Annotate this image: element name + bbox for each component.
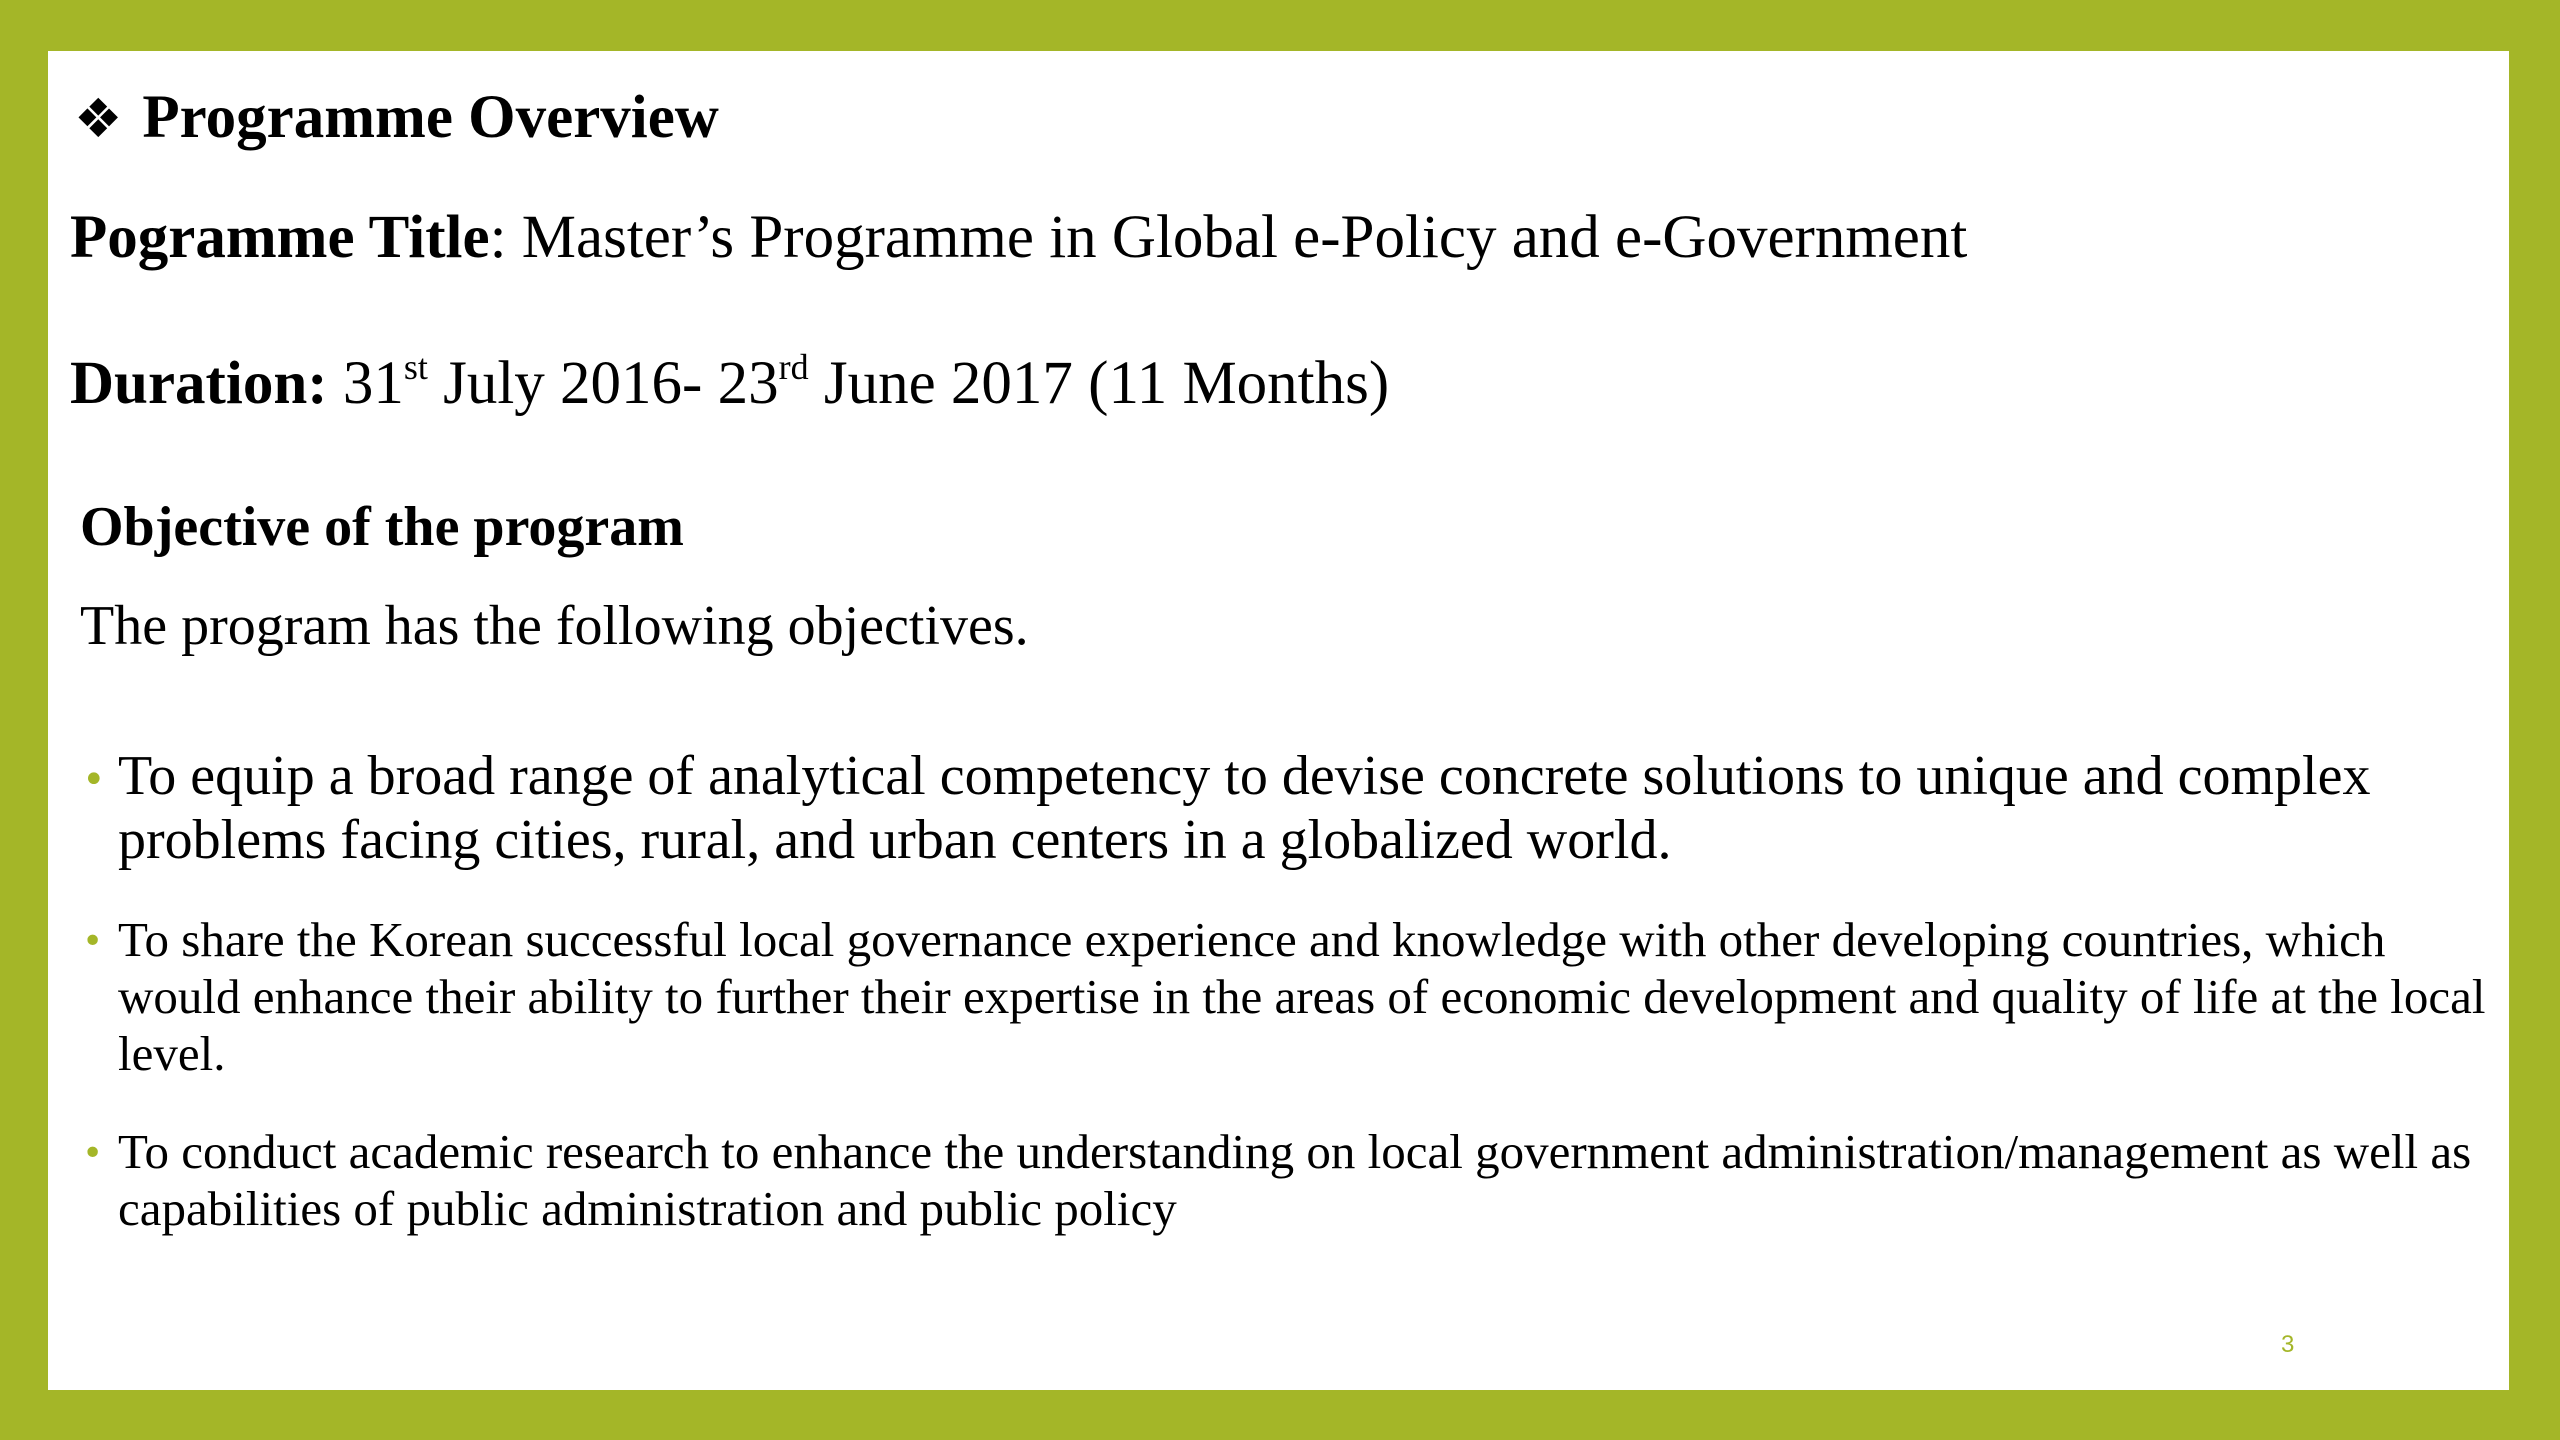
page-number: 3 bbox=[2281, 1331, 2295, 1358]
programme-title-label: Pogramme Title bbox=[70, 204, 490, 271]
duration-end-rest: June 2017 (11 Months) bbox=[808, 350, 1390, 417]
duration-start-day: 31 bbox=[327, 350, 404, 417]
duration-line bbox=[70, 347, 1389, 420]
slide bbox=[48, 51, 2509, 1390]
duration-start-suffix: st bbox=[403, 347, 428, 387]
list-item-text: To share the Korean successful local governance experience and knowledge with other developing countries, which would enhance their ability to further their expertise in the areas of economic development and quality of life at the local level. bbox=[118, 912, 2486, 1081]
objective-heading: Objective of the program bbox=[80, 496, 684, 558]
objective-intro: The program has the following objectives. bbox=[80, 595, 1029, 657]
duration-label: Duration: bbox=[70, 350, 328, 417]
list-item bbox=[80, 911, 2500, 1082]
list-item bbox=[80, 744, 2500, 872]
list-item-text: To equip a broad range of analytical competency to devise concrete solutions to unique and complex problems facing cities, rural, and urban centers in a globalized world. bbox=[118, 745, 2371, 871]
bullet-dot-icon: • bbox=[82, 1133, 104, 1174]
duration-end-suffix: rd bbox=[778, 347, 809, 387]
bullet-dot-icon: • bbox=[82, 921, 104, 962]
programme-title-separator: : bbox=[489, 204, 507, 271]
programme-title-line bbox=[70, 201, 1967, 274]
duration-start-rest: July 2016- 23 bbox=[427, 350, 779, 417]
list-item-text: To conduct academic research to enhance the understanding on local government administration/management as well as capabilities of public administration and public policy bbox=[118, 1124, 2472, 1236]
bullet-dot-icon: • bbox=[82, 757, 106, 803]
section-heading-text: Programme Overview bbox=[142, 84, 719, 151]
section-heading bbox=[74, 81, 719, 154]
four-diamonds-bullet-icon: ❖ bbox=[74, 87, 123, 150]
programme-title-value: Master’s Programme in Global e-Policy and e-Government bbox=[506, 204, 1968, 271]
list-item bbox=[80, 1123, 2500, 1237]
